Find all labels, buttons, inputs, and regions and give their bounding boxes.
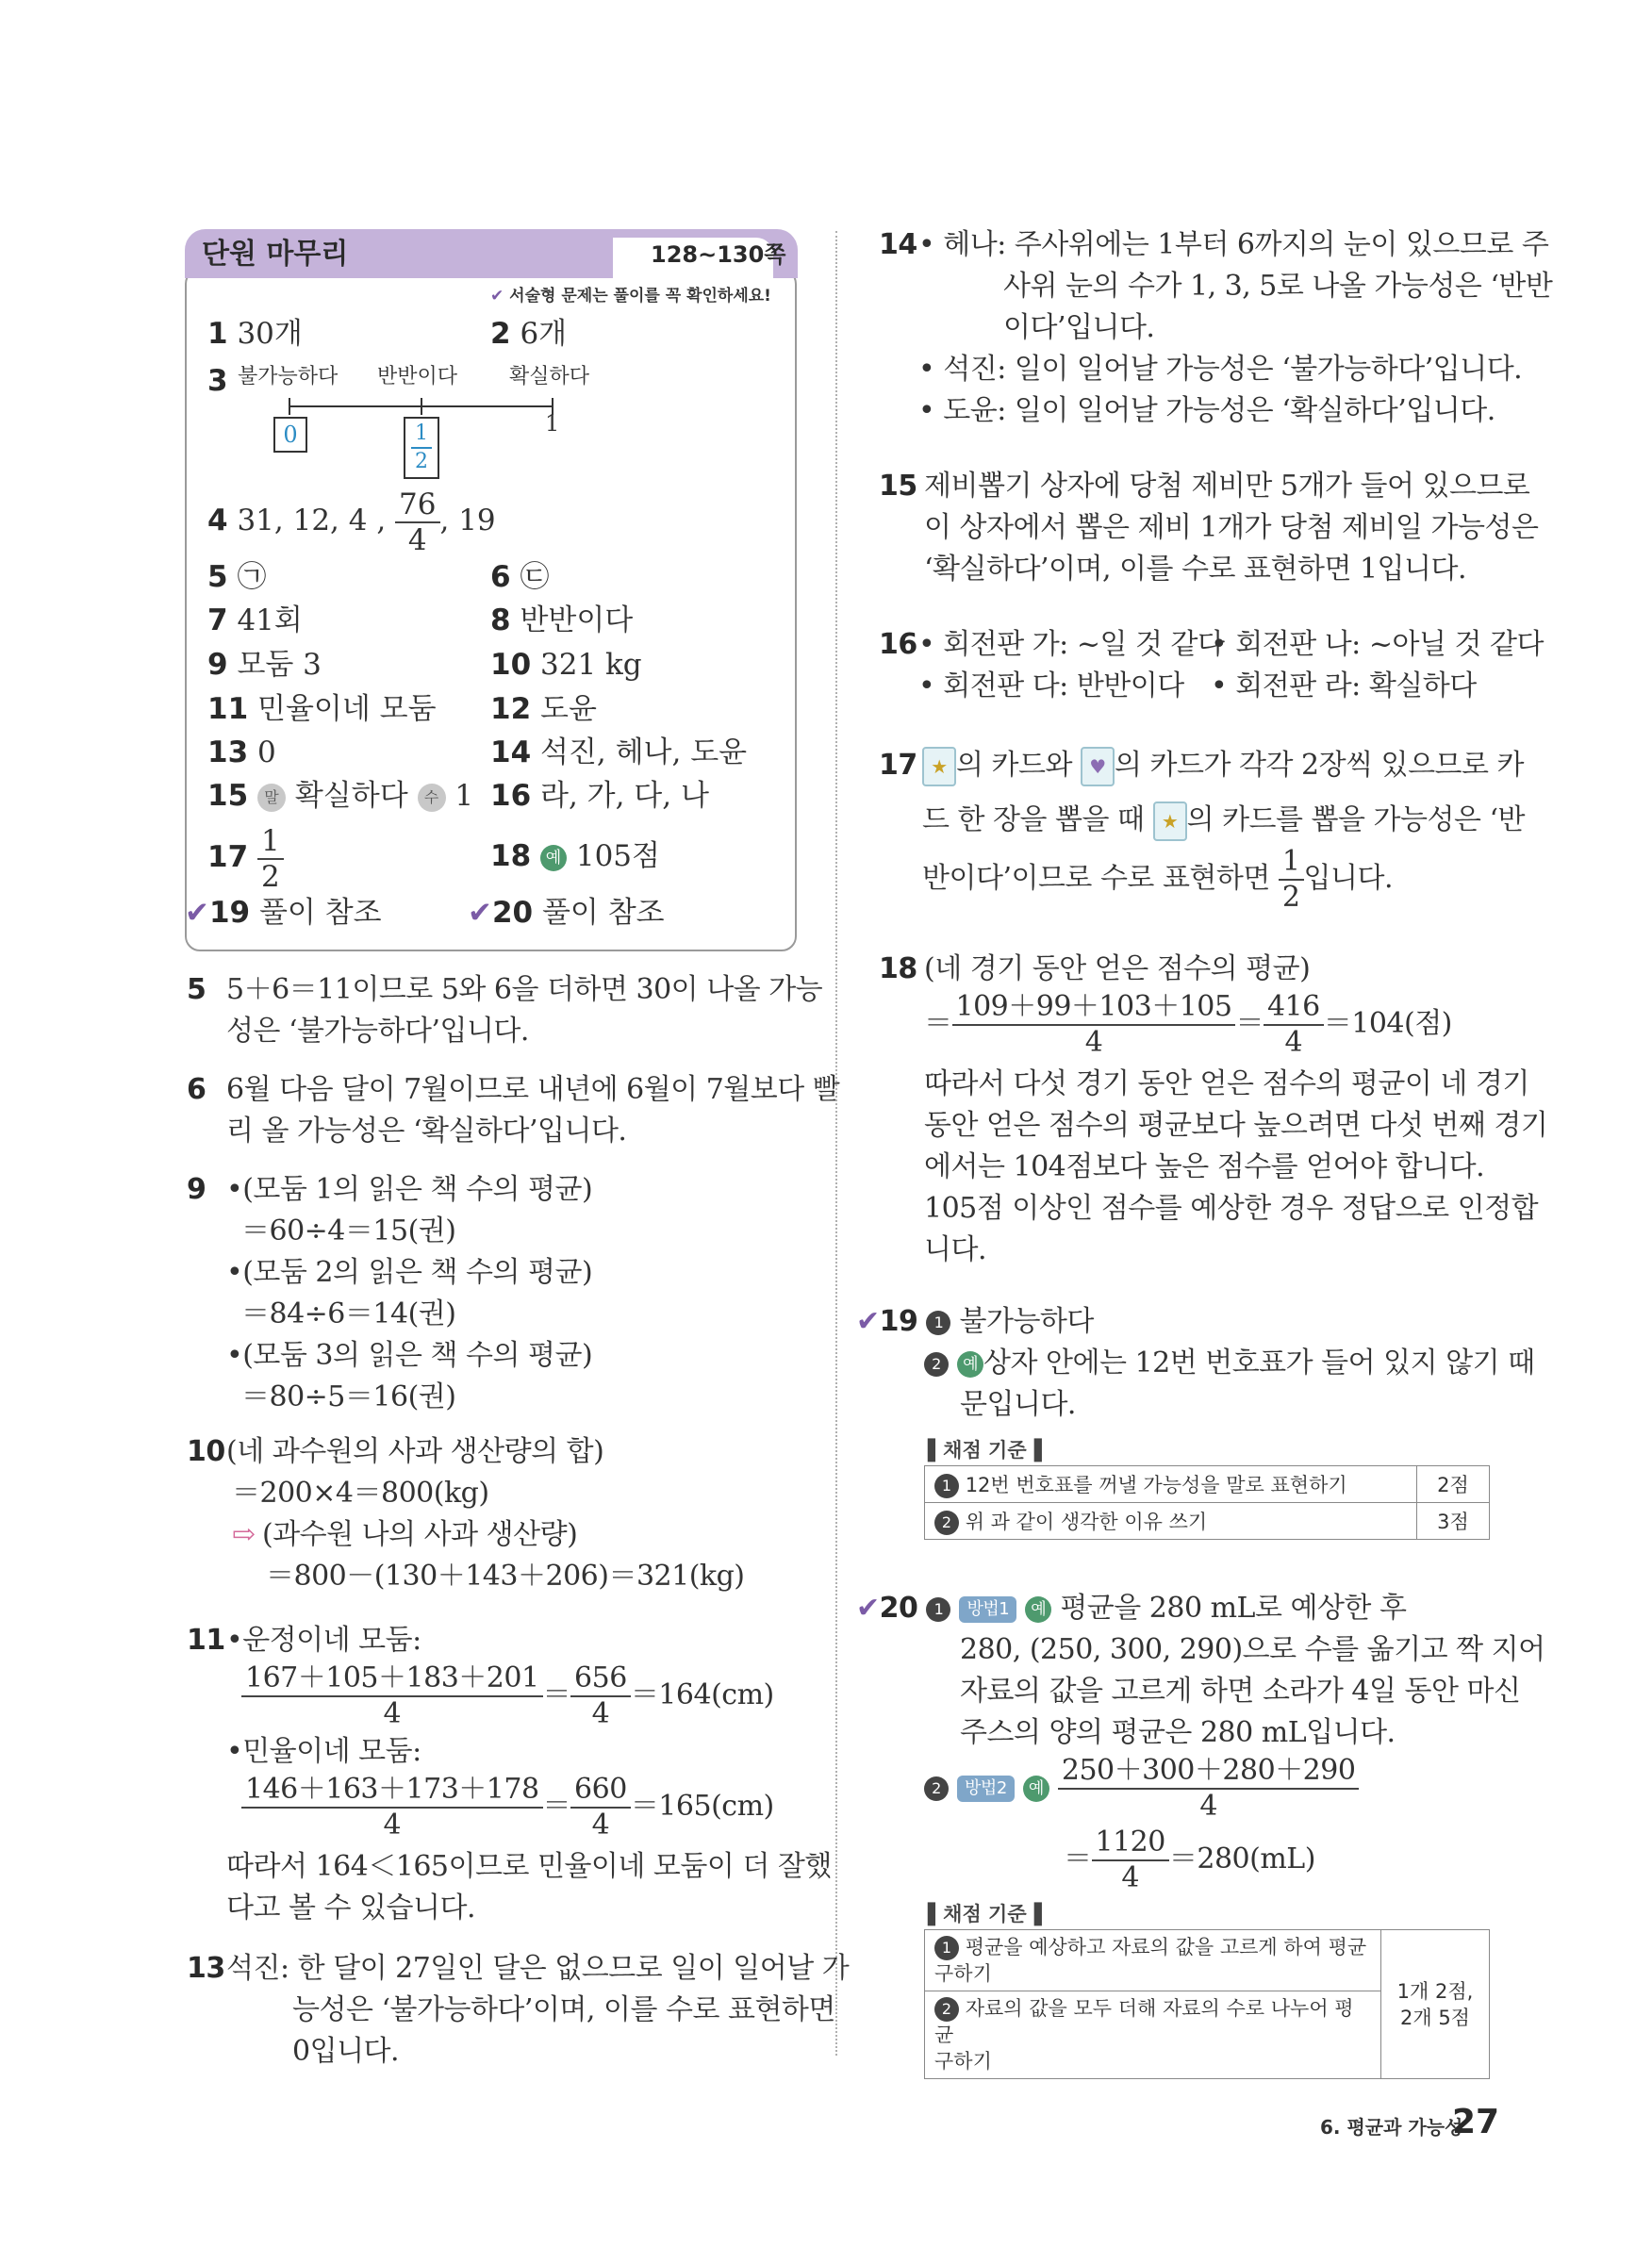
step-1-icon: 1	[926, 1311, 950, 1335]
solution-text: •(모둠 3의 읽은 책 수의 평균)	[226, 1339, 593, 1372]
answer-value: , 19	[439, 504, 496, 537]
criteria-text: 2 위 과 같이 생각한 이유 쓰기	[925, 1503, 1417, 1540]
nl-value-den: 2	[415, 450, 428, 473]
example-badge: 예	[1023, 1776, 1049, 1802]
solution-text: ＝60÷4＝15(권)	[241, 1214, 456, 1247]
nl-label-certain: 확실하다	[509, 365, 590, 388]
method-1-badge: 방법1	[959, 1596, 1016, 1623]
fraction-line	[924, 1752, 1359, 1824]
answer-value: 반반이다	[520, 603, 634, 637]
star-card-icon: ★	[922, 747, 956, 786]
solution-19-head	[856, 1301, 1094, 1343]
solution-text: 이다’입니다.	[1003, 311, 1155, 344]
answer-number: 19	[208, 896, 251, 930]
fraction-line: ＝ $\frac{1120}{4}$ ＝280(mL)	[1064, 1826, 1315, 1894]
answer-number: 8	[490, 603, 511, 637]
solution-text: 105점 이상인 점수를 예상한 경우 정답으로 인정합	[924, 1192, 1539, 1225]
solution-text: 드 한 장을 뽑을 때 ★ 의 카드를 뽑을 가능성은 ‘반	[922, 800, 1525, 841]
solution-text: 5＋6＝11이므로 5와 6을 더하면 30이 나올 가능	[226, 973, 823, 1006]
solution-text: 2 예 상자 안에는 12번 번호표가 들어 있지 않기 때	[924, 1343, 1535, 1384]
answer-value: 민율이네 모둠	[257, 692, 437, 726]
example-badge: 예	[1025, 1596, 1051, 1623]
answer-5	[207, 556, 266, 598]
answer-value: 확실하다	[294, 779, 408, 813]
nl-label-even: 반반이다	[377, 365, 458, 388]
solution-text: •운정이네 모둠:	[226, 1624, 421, 1657]
solution-number: 10	[187, 1435, 225, 1468]
chapter-label: 6. 평균과 가능성	[1320, 2116, 1463, 2139]
star-card-icon: ★	[1153, 801, 1187, 841]
answer-value: 도윤	[540, 692, 597, 726]
solution-text: 반이다’이므로 수로 표현하면 $\frac{1}{2}$ 입니다.	[922, 845, 1393, 914]
solution-20-head	[856, 1588, 1406, 1629]
nl-value-num: 1	[411, 421, 432, 449]
solution-number: 15	[879, 470, 917, 503]
solution-number: 5	[187, 973, 206, 1006]
fraction: $\frac{109+99+103+105}{4}$	[952, 990, 1236, 1060]
step-1-icon: 1	[934, 1474, 959, 1498]
answer-7	[207, 600, 303, 641]
answer-3-number	[207, 360, 228, 402]
solution-text: 평균을 280 mL로 예상한 후	[1060, 1592, 1407, 1625]
answer-number: 6	[490, 560, 511, 594]
nl-value-0: 0	[283, 421, 298, 448]
solution-text: 능성은 ‘불가능하다’이며, 이를 수로 표현하면	[292, 1993, 835, 2026]
fraction: $\frac{167+105+183+201}{4}$	[241, 1661, 543, 1731]
answer-4	[207, 483, 496, 558]
nl-box-half	[404, 417, 439, 479]
word-badge: 말	[257, 784, 286, 812]
solution-text: • 회전판 라: 확실하다	[1211, 669, 1477, 702]
solution-number: 20	[879, 1592, 918, 1625]
solution-number: 13	[187, 1952, 225, 1985]
criteria-score: 1개 2점, 2개 5점	[1381, 1930, 1490, 2079]
nl-label-impossible: 불가능하다	[238, 365, 339, 388]
solution-text: ＝200×4＝800(kg)	[232, 1477, 489, 1510]
solution-text: ‘확실하다’이며, 이를 수로 표현하면 1입니다.	[924, 553, 1467, 586]
solution-text: 이 상자에서 뽑은 제비 1개가 당첨 제비일 가능성은	[924, 511, 1539, 544]
criteria-row	[925, 1466, 1490, 1503]
fraction: $\frac{416}{4}$	[1264, 990, 1324, 1060]
criteria-text: 1 평균을 예상하고 자료의 값을 고르게 하여 평균 구하기	[925, 1930, 1381, 1991]
fraction-line: $\frac{146+163+173+178}{4}$ ＝ $\frac{660}{4}$ ＝165(cm)	[241, 1771, 774, 1842]
check-icon: ✔	[185, 896, 209, 930]
solution-text: 문입니다.	[960, 1388, 1076, 1421]
answer-number: 16	[490, 779, 532, 813]
answer-9	[207, 644, 322, 686]
page-number: 27	[1452, 2103, 1500, 2141]
answer-value: 6개	[520, 317, 568, 351]
answer-number: 3	[207, 364, 228, 398]
solution-text: 사위 눈의 수가 1, 3, 5로 나올 가능성은 ‘반반	[1003, 270, 1553, 303]
answer-10	[490, 644, 642, 686]
answer-number: 17	[207, 840, 249, 874]
check-icon: ✔	[468, 896, 492, 930]
solution-text: • 회전판 가: ~일 것 같다	[918, 628, 1225, 661]
solution-text: • 도윤: 일이 일어날 가능성은 ‘확실하다’입니다.	[918, 394, 1495, 427]
answer-value: 105점	[575, 839, 660, 873]
solution-text: ★ 의 카드와 ♥ 의 카드가 각각 2장씩 있으므로 카	[922, 745, 1524, 786]
criteria-label: ▌채점 기준▐	[928, 1903, 1042, 1925]
answer-value: 라, 가, 다, 나	[540, 779, 709, 813]
answer-value: 321 kg	[540, 648, 642, 682]
solution-text: (과수원 나의 사과 생산량)	[262, 1518, 578, 1551]
solution-text: •민율이네 모둠:	[226, 1735, 421, 1768]
answer-value: 0	[257, 735, 276, 769]
section-title: 단원 마무리	[202, 238, 349, 271]
answer-number: 14	[490, 735, 532, 769]
solution-text: • 석진: 일이 일어날 가능성은 ‘불가능하다’입니다.	[918, 353, 1523, 386]
solution-text: •(모둠 2의 읽은 책 수의 평균)	[226, 1256, 593, 1289]
solution-text: • 회전판 다: 반반이다	[918, 669, 1184, 702]
answer-number: 1	[207, 317, 228, 351]
solution-text: 280, (250, 300, 290)으로 수를 옮기고 짝 지어	[960, 1633, 1545, 1666]
criteria-score: 2점	[1417, 1466, 1490, 1503]
solution-text: 제비뽑기 상자에 당첨 제비만 5개가 들어 있으므로	[924, 470, 1530, 503]
criteria-score: 3점	[1417, 1503, 1490, 1540]
solution-text: 따라서 다섯 경기 동안 얻은 점수의 평균이 네 경기	[924, 1067, 1529, 1100]
solution-text: ＝84÷6＝14(권)	[241, 1297, 456, 1330]
answer-number: 15	[207, 779, 249, 813]
solution-text: • 회전판 나: ~아닐 것 같다	[1211, 628, 1544, 661]
answer-15	[207, 775, 473, 817]
method-2-badge: 방법2	[957, 1776, 1015, 1802]
solution-number: 6	[187, 1073, 206, 1106]
answer-value: 1	[454, 779, 474, 813]
answer-8	[490, 600, 633, 641]
criteria-table-19	[924, 1465, 1490, 1540]
solution-text: •(모둠 1의 읽은 책 수의 평균)	[226, 1173, 593, 1206]
answer-number: 9	[207, 648, 228, 682]
solution-text: (네 경기 동안 얻은 점수의 평균)	[924, 952, 1311, 985]
answer-value: 모둠 3	[237, 648, 322, 682]
answer-number: 13	[207, 735, 249, 769]
number-badge: 수	[418, 784, 446, 812]
criteria-text: 1 12번 번호표를 꺼낼 가능성을 말로 표현하기	[925, 1466, 1417, 1503]
solution-text: 따라서 164＜165이므로 민율이네 모둠이 더 잘했	[226, 1850, 832, 1883]
answer-value: 31, 12, 4 ,	[237, 504, 387, 537]
answer-number: 5	[207, 560, 228, 594]
step-2-icon: 2	[934, 1997, 959, 2022]
answer-number: 20	[491, 896, 534, 930]
answer-11	[207, 688, 437, 730]
check-icon: ✔	[856, 1305, 880, 1338]
solution-text: 동안 얻은 점수의 평균보다 높으려면 다섯 번째 경기	[924, 1109, 1548, 1142]
answer-20	[468, 892, 665, 933]
step-1-icon: 1	[934, 1936, 959, 1960]
solution-text: 석진: 한 달이 27일인 달은 없으므로 일이 일어날 가	[226, 1952, 850, 1985]
answer-value: 30개	[237, 317, 303, 351]
nl-box-0	[273, 417, 307, 453]
step-1-icon: 1	[926, 1597, 950, 1622]
answer-number: 2	[490, 317, 511, 351]
fraction: $\frac{1}{2}$	[1279, 845, 1304, 915]
fraction: $\frac{1}{2}$	[257, 824, 284, 894]
solution-text: 6월 다음 달이 7월이므로 내년에 6월이 7월보다 빨	[226, 1073, 840, 1106]
answer-number: 4	[207, 504, 228, 537]
solution-text: 니다.	[924, 1233, 986, 1266]
answer-number: 11	[207, 692, 249, 726]
step-2-icon: 2	[924, 1352, 949, 1377]
answer-value: 석진, 헤나, 도윤	[540, 735, 748, 769]
answer-17	[207, 820, 284, 894]
answer-2	[490, 313, 567, 355]
answer-16	[490, 775, 709, 817]
solution-text: 에서는 104점보다 높은 점수를 얻어야 합니다.	[924, 1150, 1485, 1183]
solution-text: 다고 볼 수 있습니다.	[226, 1892, 475, 1925]
answer-value: 풀이 참조	[258, 896, 382, 930]
heart-card-icon: ♥	[1081, 747, 1115, 786]
answer-value: 풀이 참조	[541, 896, 665, 930]
solution-number: 14	[879, 228, 917, 261]
criteria-label: ▌채점 기준▐	[928, 1439, 1042, 1462]
solution-number: 19	[879, 1305, 918, 1338]
fraction: $\frac{660}{4}$	[570, 1773, 631, 1842]
answer-19	[185, 892, 382, 933]
hint-text: 서술형 문제는 풀이를 꼭 확인하세요!	[509, 287, 771, 306]
solution-number: 18	[879, 952, 917, 985]
step-2-icon: 2	[924, 1776, 949, 1801]
fraction: $\frac{1120}{4}$	[1092, 1826, 1169, 1895]
answer-12	[490, 688, 597, 730]
answer-14	[490, 732, 747, 773]
solution-text: 불가능하다	[959, 1305, 1094, 1338]
solution-text: (네 과수원의 사과 생산량의 합)	[226, 1435, 604, 1468]
check-icon: ✔	[490, 287, 504, 306]
answer-number: 10	[490, 648, 532, 682]
page-range: 128~130쪽	[651, 241, 786, 268]
fraction: $\frac{146+163+173+178}{4}$	[241, 1773, 543, 1842]
answer-value: ㉢	[520, 560, 550, 594]
solution-text: 리 올 가능성은 ‘확실하다’입니다.	[226, 1115, 627, 1148]
column-divider	[835, 231, 837, 2056]
fraction-line: ＝ $\frac{109+99+103+105}{4}$ ＝ $\frac{416}{4}$ ＝104(점)	[924, 990, 1452, 1059]
example-badge: 예	[540, 845, 567, 871]
answer-number: 18	[490, 839, 532, 873]
fraction-line: $\frac{167+105+183+201}{4}$ ＝ $\frac{656}{4}$ ＝164(cm)	[241, 1660, 774, 1731]
arrow-icon: ⇨	[232, 1518, 256, 1551]
answer-value: ㉠	[237, 560, 267, 594]
hint-line	[490, 283, 771, 309]
criteria-table-20	[924, 1929, 1490, 2079]
check-icon: ✔	[856, 1592, 880, 1625]
answer-1	[207, 313, 303, 355]
solution-number: 11	[187, 1624, 225, 1657]
solution-text: ＝80÷5＝16(권)	[241, 1380, 456, 1413]
fraction: $\frac{656}{4}$	[570, 1661, 631, 1731]
nl-tick-0	[289, 398, 290, 415]
answer-18	[490, 835, 660, 877]
solution-number: 17	[879, 749, 917, 782]
example-badge: 예	[957, 1351, 983, 1378]
solution-text: 0입니다.	[292, 2035, 400, 2068]
nl-value-1: 1	[545, 410, 560, 437]
step-2-icon: 2	[934, 1511, 959, 1535]
criteria-row	[925, 1503, 1490, 1540]
answer-number: 7	[207, 603, 228, 637]
fraction: $\frac{76}{4}$	[395, 487, 439, 557]
solution-number: 9	[187, 1173, 206, 1206]
solution-number: 16	[879, 628, 917, 661]
answer-6	[490, 556, 549, 598]
solution-text: • 헤나: 주사위에는 1부터 6까지의 눈이 있으므로 주	[918, 228, 1549, 261]
criteria-row	[925, 1930, 1490, 1991]
solution-text: 성은 ‘불가능하다’입니다.	[226, 1015, 529, 1048]
answer-value: 41회	[237, 603, 303, 637]
solution-text: ＝800－(130＋143＋206)＝321(kg)	[266, 1560, 745, 1593]
solution-text: 자료의 값을 고르게 하면 소라가 4일 동안 마신	[960, 1675, 1521, 1708]
solution-text: 주스의 양의 평균은 280 mL입니다.	[960, 1716, 1396, 1749]
answer-13	[207, 732, 276, 773]
nl-tick-half	[421, 398, 422, 415]
criteria-text: 2 자료의 값을 모두 더해 자료의 수로 나누어 평균 구하기	[925, 1991, 1381, 2079]
answer-number: 12	[490, 692, 532, 726]
fraction: $\frac{250+300+280+290}{4}$	[1058, 1754, 1360, 1824]
